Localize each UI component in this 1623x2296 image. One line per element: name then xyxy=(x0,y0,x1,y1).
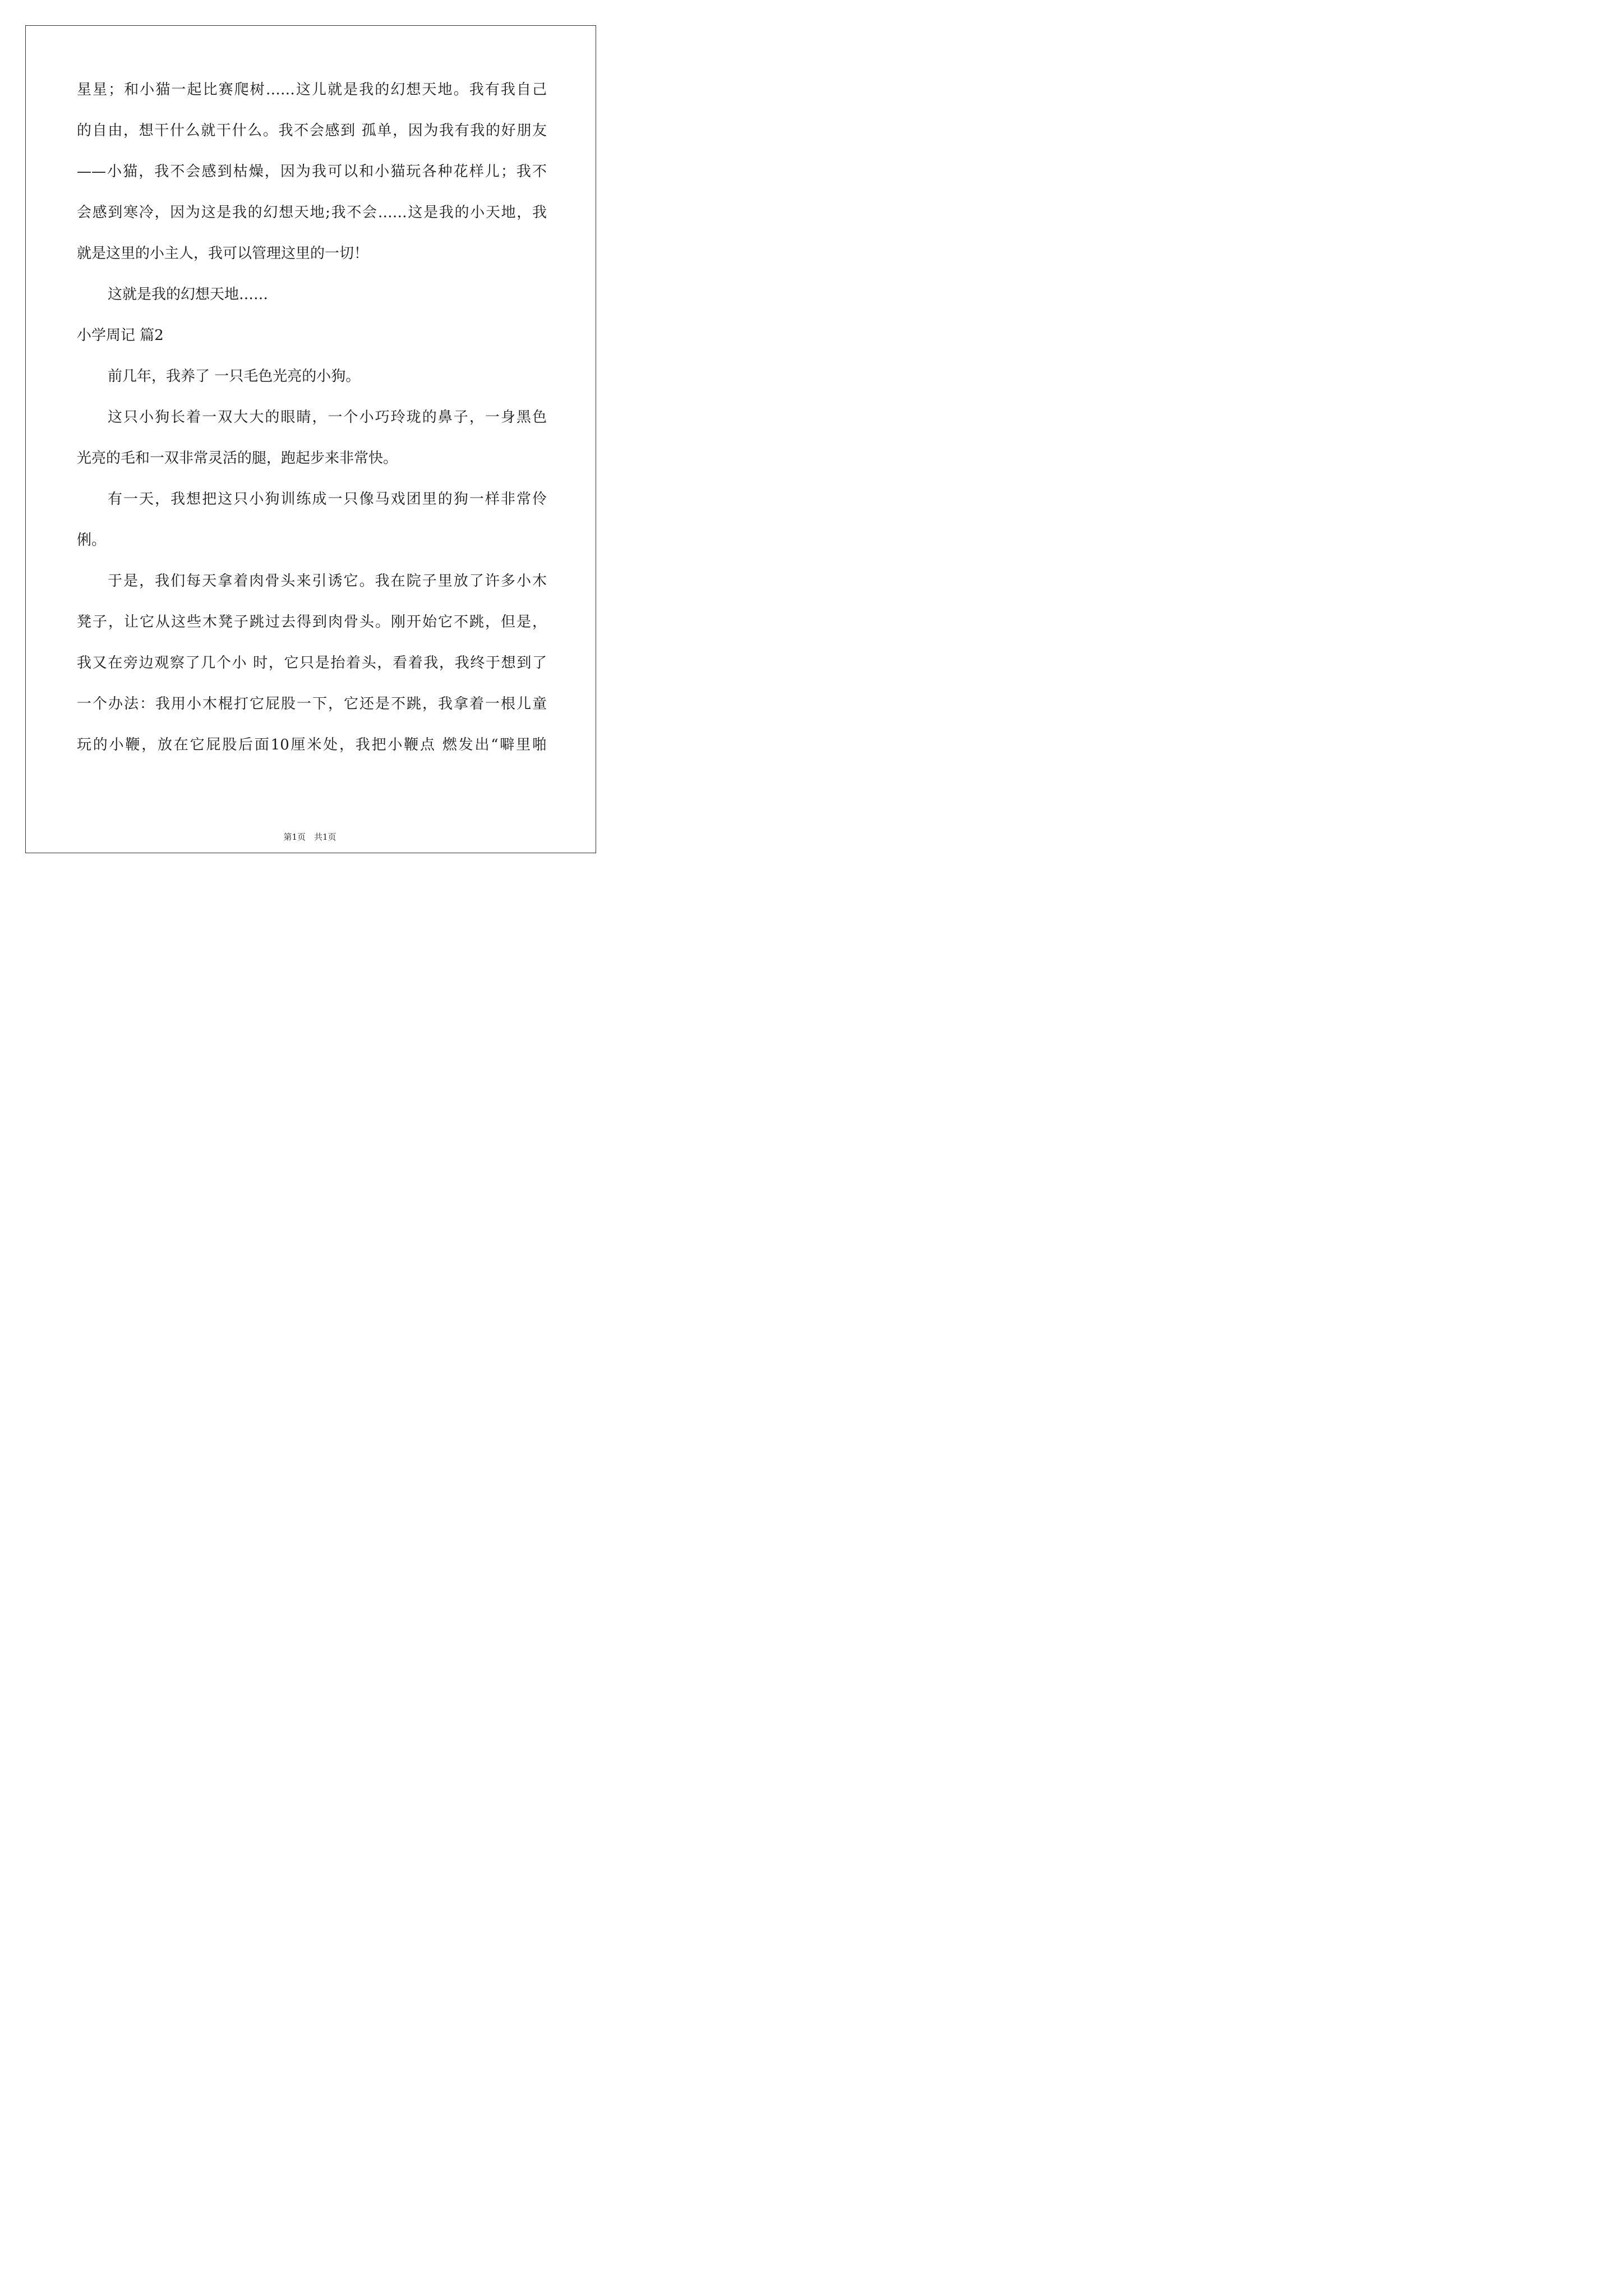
page-border xyxy=(25,25,596,853)
paragraph-line: 光亮的毛和一双非常灵活的腿，跑起步来非常快。 xyxy=(77,450,398,467)
paragraph-line: 一个办法：我用小木棍打它屁股一下，它还是不跳，我拿着一根儿童 xyxy=(77,696,547,712)
paragraph-line: 我又在旁边观察了几个小 时，它只是抬着头，看着我，我终于想到了 xyxy=(77,655,547,671)
paragraph-line: 这只小狗长着一双大大的眼睛，一个小巧玲珑的鼻子，一身黑色 xyxy=(108,409,547,426)
paragraph-line: 凳子，让它从这些木凳子跳过去得到肉骨头。刚开始它不跳，但是， xyxy=(77,614,547,631)
paragraph-line: 前几年，我养了 一只毛色光亮的小狗。 xyxy=(108,368,361,385)
paragraph-line: 这就是我的幻想天地…… xyxy=(108,286,269,303)
paragraph-line: 有一天，我想把这只小狗训练成一只像马戏团里的狗一样非常伶 xyxy=(108,491,547,508)
page-number-footer: 第1页 共1页 xyxy=(283,832,336,842)
section-heading: 小学周记 篇2 xyxy=(77,327,164,344)
paragraph-line: ——小猫，我不会感到枯燥，因为我可以和小猫玩各种花样儿；我不 xyxy=(77,163,547,180)
paragraph-line: 就是这里的小主人，我可以管理这里的一切！ xyxy=(77,245,369,262)
paragraph-line: 玩的小鞭，放在它屁股后面10厘米处，我把小鞭点 燃发出“噼里啪 xyxy=(77,737,547,753)
paragraph-line: 的自由，想干什么就干什么。我不会感到 孤单，因为我有我的好朋友 xyxy=(77,122,547,139)
paragraph-line: 于是，我们每天拿着肉骨头来引诱它。我在院子里放了许多小木 xyxy=(108,573,547,590)
paragraph-line: 会感到寒冷，因为这是我的幻想天地;我不会……这是我的小天地，我 xyxy=(77,204,547,221)
paragraph-line: 俐。 xyxy=(77,532,107,549)
paragraph-line: 星星；和小猫一起比赛爬树……这儿就是我的幻想天地。我有我自己 xyxy=(77,81,547,98)
